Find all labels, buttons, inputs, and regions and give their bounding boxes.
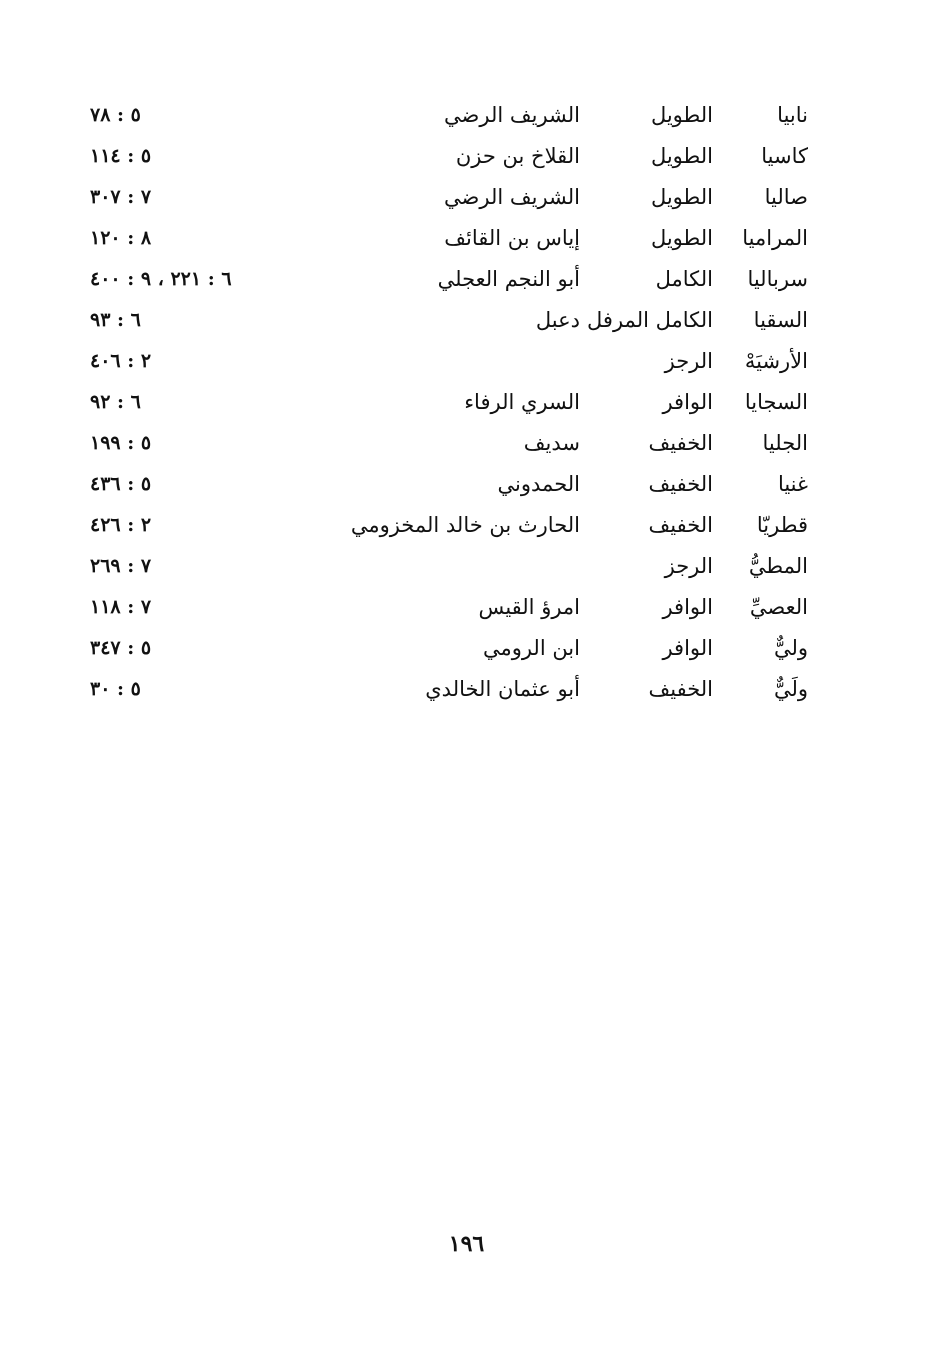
poet-name: الشريف الرضي: [444, 103, 580, 127]
rhyme-word: ولَيٌّ: [773, 677, 808, 701]
volume-page-ref: ٥ : ٣٤٧: [90, 637, 152, 659]
volume-page-ref: ٥ : ٧٨: [90, 104, 141, 126]
rhyme-word: المراميا: [742, 226, 808, 250]
rhyme-word: الأرشيَهْ: [744, 349, 808, 373]
poet-name: أبو عثمان الخالدي: [425, 677, 580, 701]
index-row: [90, 95, 820, 136]
rhyme-word: غنيا: [777, 472, 808, 496]
meter-name: الخفيف: [648, 677, 713, 701]
index-row: [90, 177, 820, 218]
rhyme-word: نابيا: [777, 103, 808, 127]
meter-name: الكامل المرفل: [587, 308, 713, 332]
meter-name: الخفيف: [648, 472, 713, 496]
meter-name: الطويل: [650, 144, 713, 168]
index-row: [90, 423, 820, 464]
index-row: [90, 628, 820, 669]
volume-page-ref: ٥ : ٣٠: [90, 678, 141, 700]
meter-name: الرجز: [664, 349, 713, 373]
rhyme-index-table: [90, 95, 820, 710]
index-row: [90, 587, 820, 628]
index-row: [90, 259, 820, 300]
poet-name: السري الرفاء: [464, 390, 580, 414]
volume-page-ref: ٨ : ١٢٠: [90, 227, 152, 249]
index-row: [90, 505, 820, 546]
poet-name: امرؤ القيس: [478, 595, 580, 619]
volume-page-ref: ٦ : ٩٣: [90, 309, 141, 331]
rhyme-word: كاسيا: [761, 144, 808, 168]
meter-name: الخفيف: [648, 431, 713, 455]
index-row: [90, 136, 820, 177]
rhyme-word: الجليا: [762, 431, 808, 455]
rhyme-word: السجايا: [744, 390, 808, 414]
index-row: [90, 546, 820, 587]
volume-page-ref: ٥ : ٤٣٦: [90, 473, 152, 495]
page-number: ١٩٦: [448, 1231, 485, 1257]
volume-page-ref: ٧ : ١١٨: [90, 596, 152, 618]
poet-name: الشريف الرضي: [444, 185, 580, 209]
poet-name: ابن الرومي: [482, 636, 580, 660]
volume-page-ref: ٦ : ٩٢: [90, 391, 141, 413]
volume-page-ref: ٢ : ٤٢٦: [90, 514, 152, 536]
index-row: [90, 218, 820, 259]
index-row: [90, 464, 820, 505]
index-row: [90, 669, 820, 710]
meter-name: الرجز: [664, 554, 713, 578]
poet-name: دعبل: [535, 308, 580, 332]
meter-name: الوافر: [662, 636, 713, 660]
rhyme-word: قطريّا: [756, 513, 808, 537]
volume-page-ref: ٥ : ١٩٩: [90, 432, 152, 454]
meter-name: الكامل: [655, 267, 713, 291]
rhyme-word: المطيُّ: [748, 554, 808, 578]
rhyme-word: صاليا: [764, 185, 808, 209]
poet-name: إياس بن القائف: [444, 226, 580, 250]
poet-name: أبو النجم العجلي: [437, 267, 580, 291]
index-row: [90, 300, 820, 341]
meter-name: الطويل: [650, 226, 713, 250]
index-row: [90, 341, 820, 382]
rhyme-word: العصيِّ: [749, 595, 808, 619]
volume-page-ref: ٧ : ٣٠٧: [90, 186, 152, 208]
meter-name: الوافر: [662, 595, 713, 619]
volume-page-ref: ٥ : ١١٤: [90, 145, 152, 167]
poet-name: القلاخ بن حزن: [455, 144, 580, 168]
poet-name: سديف: [523, 431, 580, 455]
meter-name: الطويل: [650, 103, 713, 127]
volume-page-ref: ٦ : ٢٢١ ، ٩ : ٤٠٠: [90, 268, 232, 290]
rhyme-word: السقيا: [753, 308, 808, 332]
poet-name: الحارث بن خالد المخزومي: [350, 513, 580, 537]
rhyme-word: سرباليا: [747, 267, 808, 291]
meter-name: الوافر: [662, 390, 713, 414]
index-row: [90, 382, 820, 423]
volume-page-ref: ٧ : ٢٦٩: [90, 555, 152, 577]
meter-name: الطويل: [650, 185, 713, 209]
meter-name: الخفيف: [648, 513, 713, 537]
volume-page-ref: ٢ : ٤٠٦: [90, 350, 152, 372]
poet-name: الحمدوني: [497, 472, 580, 496]
rhyme-word: وليٌّ: [773, 636, 808, 660]
